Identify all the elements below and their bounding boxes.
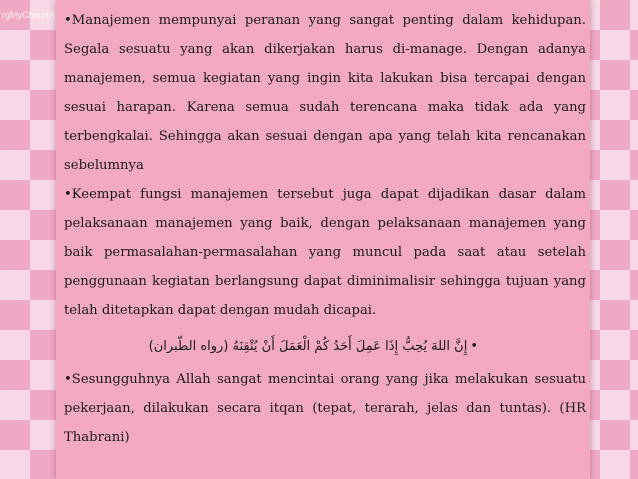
paragraph-hadith-translation: •Sesungguhnya Allah sangat mencintai orang yang jika melakukan sesuatu pekerjaan, dilakukan secara itqan (tepat, terarah, jelas dan tuntas). (HR Thabrani) [64,372,586,445]
slide-content [64,6,586,452]
paragraph-management-importance: •Manajemen mempunyai peranan yang sangat penting dalam kehidupan. Segala sesuatu yang akan dikerjakan harus di-manage. Dengan adanya manajemen, semua kegiatan yang ingin kita lakukan bisa tercapai dengan sesuai harapan. Karena semua sudah terencana maka tidak ada yang terbengkalai. Sehingga akan sesuai dengan apa yang telah kita rencanakan sebelumnya [64,13,586,173]
hadith-arabic-text: إِنَّ اللهَ يُحِبُّ إِذَا عَمِلَ أَحَدُ كُمْ الْعَمَلَ أَنْ يُتْقِنَهُ (رواه الطّبران) [148,338,468,354]
hadith-line [64,331,586,361]
watermark: rgMyChannel [2,10,56,20]
hadith-bullet: • [470,338,478,354]
paragraph-management-functions: •Keempat fungsi manajemen tersebut juga dapat dijadikan dasar dalam pelaksanaan manajemen yang baik, dengan pelaksanaan manajemen yang baik permasalahan-permasalahan yang muncul pada saat atau setelah penggunaan kegiatan berlangsung dapat diminimalisir sehingga tujuan yang telah ditetapkan dapat dengan mudah dicapai. [64,187,586,318]
